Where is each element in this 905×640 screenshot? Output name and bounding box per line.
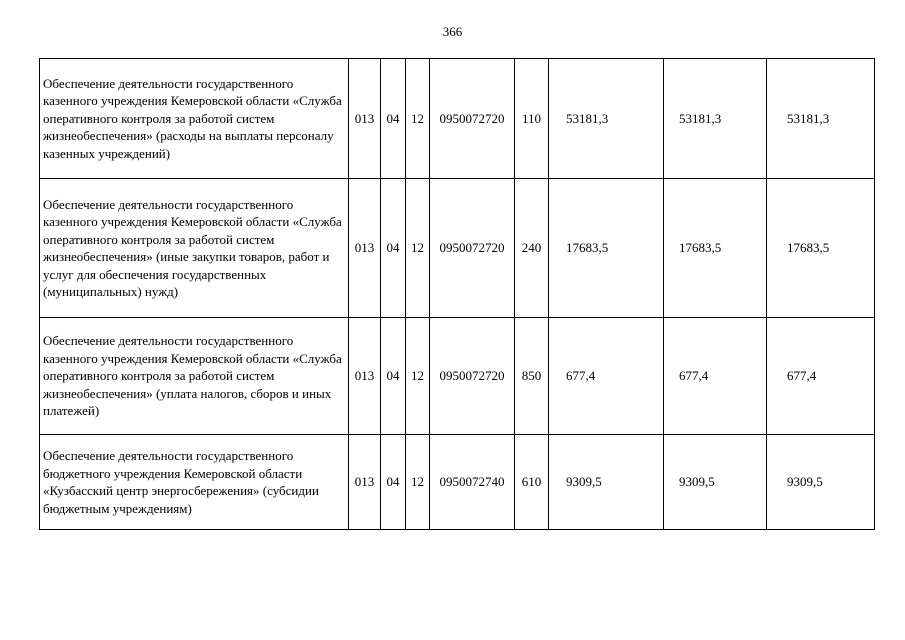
amount-year-1: 17683,5: [549, 179, 664, 318]
table-row: [40, 435, 875, 530]
ministry-code: 013: [349, 318, 381, 435]
ministry-code: 013: [349, 435, 381, 530]
target-article-code: 0950072720: [430, 318, 515, 435]
ministry-code: 013: [349, 59, 381, 179]
amount-year-3: 677,4: [767, 318, 875, 435]
amount-year-1: 53181,3: [549, 59, 664, 179]
target-article-code: 0950072740: [430, 435, 515, 530]
amount-year-1: 9309,5: [549, 435, 664, 530]
row-description: Обеспечение деятельности государственного казенного учреждения Кемеровской области «Служба оперативного контроля за работой систем жизнеобеспечения» (иные закупки товаров, работ и услуг для обеспечения государственных (муниципальных) нужд): [40, 179, 349, 318]
target-article-code: 0950072720: [430, 59, 515, 179]
section-code: 04: [381, 179, 406, 318]
amount-year-2: 53181,3: [664, 59, 767, 179]
row-description: Обеспечение деятельности государственного казенного учреждения Кемеровской области «Служба оперативного контроля за работой систем жизнеобеспечения» (уплата налогов, сборов и иных платежей): [40, 318, 349, 435]
expense-type-code: 610: [515, 435, 549, 530]
amount-year-2: 9309,5: [664, 435, 767, 530]
subsection-code: 12: [406, 59, 430, 179]
amount-year-3: 9309,5: [767, 435, 875, 530]
amount-year-2: 17683,5: [664, 179, 767, 318]
amount-year-1: 677,4: [549, 318, 664, 435]
expense-type-code: 850: [515, 318, 549, 435]
target-article-code: 0950072720: [430, 179, 515, 318]
table-row: [40, 318, 875, 435]
row-description: Обеспечение деятельности государственного казенного учреждения Кемеровской области «Служба оперативного контроля за работой систем жизнеобеспечения» (расходы на выплаты персоналу казенных учреждений): [40, 59, 349, 179]
table-row: [40, 59, 875, 179]
expense-type-code: 110: [515, 59, 549, 179]
subsection-code: 12: [406, 435, 430, 530]
amount-year-3: 17683,5: [767, 179, 875, 318]
subsection-code: 12: [406, 318, 430, 435]
budget-table: [39, 58, 875, 530]
row-description: Обеспечение деятельности государственного бюджетного учреждения Кемеровской области «Кузбасский центр энергосбережения» (субсидии бюджетным учреждениям): [40, 435, 349, 530]
amount-year-3: 53181,3: [767, 59, 875, 179]
ministry-code: 013: [349, 179, 381, 318]
amount-year-2: 677,4: [664, 318, 767, 435]
section-code: 04: [381, 435, 406, 530]
expense-type-code: 240: [515, 179, 549, 318]
subsection-code: 12: [406, 179, 430, 318]
table-row: [40, 179, 875, 318]
page-number: 366: [442, 24, 463, 39]
section-code: 04: [381, 59, 406, 179]
section-code: 04: [381, 318, 406, 435]
